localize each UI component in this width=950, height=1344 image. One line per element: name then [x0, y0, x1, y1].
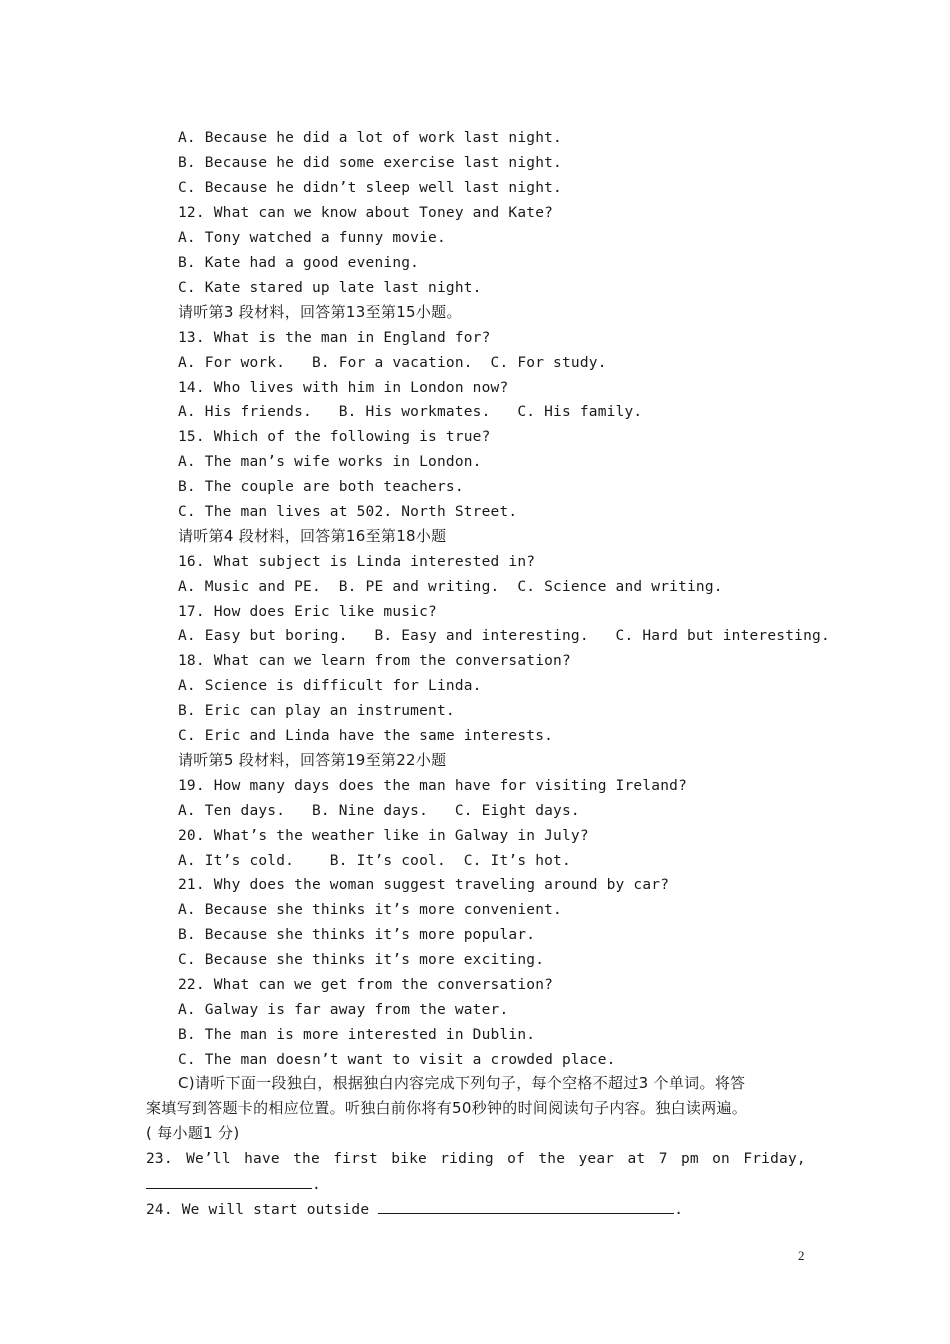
text-line: A. Because she thinks it’s more convenient. — [178, 902, 562, 918]
text-line: C. Eric and Linda have the same interests. — [178, 728, 554, 744]
text-line: A. It’s cold. B. It’s cool. C. It’s hot. — [178, 853, 571, 869]
text-line: A. Ten days. B. Nine days. C. Eight days. — [178, 803, 580, 819]
text-line: A. Easy but boring. B. Easy and interesting. C. Hard but interesting. — [178, 628, 830, 644]
text-line: C. The man doesn’t want to visit a crowded place. — [178, 1052, 616, 1068]
question-23: 23. We’ll have the first bike riding of the year at 7 pm on Friday, — [146, 1151, 806, 1167]
question-22: 22. What can we get from the conversation? — [178, 977, 554, 993]
section-heading: 请听第3 段材料，回答第13至第15小题。 — [178, 303, 462, 321]
question-13: 13. What is the man in England for? — [178, 330, 491, 346]
section-c-instructions-line1: C)请听下面一段独白，根据独白内容完成下列句子，每个空格不超过3 个单词。将答 — [178, 1074, 746, 1092]
text-line: C. The man lives at 502. North Street. — [178, 504, 518, 520]
question-14: 14. Who lives with him in London now? — [178, 380, 509, 396]
text-line: C. Kate stared up late last night. — [178, 280, 482, 296]
text-line: A. The man’s wife works in London. — [178, 454, 482, 470]
question-20: 20. What’s the weather like in Galway in July? — [178, 828, 589, 844]
text-line: B. Kate had a good evening. — [178, 255, 420, 271]
text-line: A. For work. B. For a vacation. C. For study. — [178, 355, 607, 371]
text-line: A. Galway is far away from the water. — [178, 1002, 509, 1018]
page-number: 2 — [798, 1248, 805, 1263]
text-line: C. Because he didn’t sleep well last night. — [178, 180, 562, 196]
question-12: 12. What can we know about Toney and Kate? — [178, 205, 554, 221]
text-line: A. His friends. B. His workmates. C. His family. — [178, 404, 643, 420]
section-heading: 请听第5 段材料，回答第19至第22小题 — [178, 751, 447, 769]
question-21: 21. Why does the woman suggest traveling around by car? — [178, 877, 670, 893]
text-line: B. Eric can play an instrument. — [178, 703, 455, 719]
text-line: A. Science is difficult for Linda. — [178, 678, 482, 694]
question-19: 19. How many days does the man have for visiting Ireland? — [178, 778, 687, 794]
question-17: 17. How does Eric like music? — [178, 604, 437, 620]
question-24: 24. We will start outside . — [146, 1199, 683, 1220]
text-line: B. Because she thinks it’s more popular. — [178, 927, 536, 943]
section-c-instructions-line2: 案填写到答题卡的相应位置。听独白前你将有50秒钟的时间阅读句子内容。独白读两遍。 — [146, 1099, 748, 1117]
question-15: 15. Which of the following is true? — [178, 429, 491, 445]
text-line: B. The couple are both teachers. — [178, 479, 464, 495]
question-16: 16. What subject is Linda interested in? — [178, 554, 536, 570]
section-c-instructions-line3: ( 每小题1 分) — [146, 1124, 240, 1142]
text-line: B. Because he did some exercise last night. — [178, 155, 562, 171]
question-18: 18. What can we learn from the conversation? — [178, 653, 571, 669]
text-line: B. The man is more interested in Dublin. — [178, 1027, 536, 1043]
section-heading: 请听第4 段材料，回答第16至第18小题 — [178, 527, 447, 545]
answer-blank-23[interactable] — [146, 1174, 312, 1189]
answer-blank-24[interactable] — [378, 1199, 674, 1214]
text-line: A. Music and PE. B. PE and writing. C. Science and writing. — [178, 579, 723, 595]
text-line: A. Because he did a lot of work last night. — [178, 130, 562, 146]
answer-line-23: . — [146, 1174, 321, 1195]
text-line: A. Tony watched a funny movie. — [178, 230, 446, 246]
text-line: C. Because she thinks it’s more exciting. — [178, 952, 545, 968]
